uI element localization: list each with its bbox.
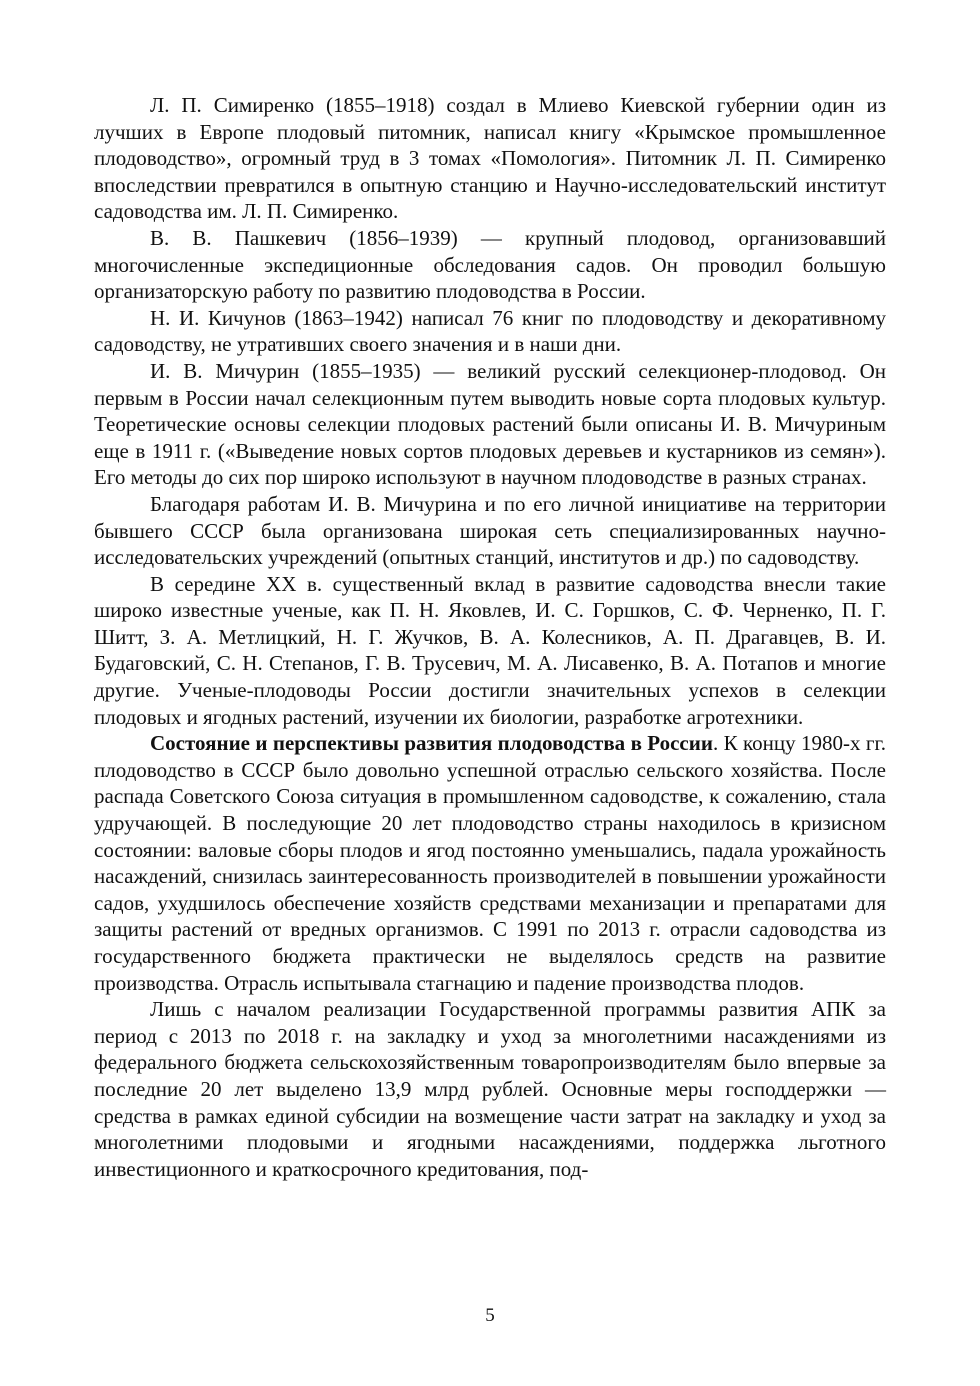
paragraph-simirenko: Л. П. Симиренко (1855–1918) создал в Млиево Киевской губернии один из лучших в Европе плодовый питомник, написал книгу «Крымское промышленное плодоводство», огромный труд в 3 томах «Помология». Питомник Л. П. Симиренко впоследствии превратился в опытную станцию и Научно-исследовательский институт садоводства им. Л. П. Симиренко.	[94, 93, 886, 224]
paragraph-pashkevich: В. В. Пашкевич (1856–1939) — крупный плодовод, организовавший многочисленные экспедиционные обследования садов. Он проводил большую организаторскую работу по развитию плодоводства в России.	[94, 225, 886, 304]
paragraph-state-and-prospects-text: . К концу 1980-х гг. плодоводство в СССР было довольно успешной отраслью сельского хозяйства. После распада Советского Союза ситуация в промышленном садоводстве, к сожалению, стала удручающей. В последующие 20 лет плодоводство страны находилось в кризисном состоянии: валовые сборы плодов и ягод постоянно уменьшались, падала урожайность насаждений, снизилась заинтересованность производителей в повышении урожайности садов, ухудшилось обеспечение хозяйств средствами механизации и препаратами для защиты растений от вредных организмов. С 1991 по 2013 г. отрасли садоводства из государственного бюджета практически не выделялось средств на развитие производства. Отрасль испытывала стагнацию и падение производства плодов.	[94, 731, 886, 995]
page-number: 5	[485, 1305, 495, 1326]
paragraph-research-network: Благодаря работам И. В. Мичурина и по его личной инициативе на территории бывшего СССР была организована широкая сеть специализированных научно-исследовательских учреждений (опытных станций, институтов и др.) по садоводству.	[94, 491, 886, 570]
paragraph-state-program: Лишь с началом реализации Государственной программы развития АПК за период с 2013 по 2018 г. на закладку и уход за многолетними насаждениями из федерального бюджета сельскохозяйственным товаропроизводителям было впервые за последние 20 лет выделено 13,9 млрд рублей. Основные меры господдержки — средства в рамках единой субсидии на возмещение части затрат на закладку и уход за многолетними плодовыми и ягодными насаждениями, поддержка льготного инвестиционного и краткосрочного кредитования, под-	[94, 997, 886, 1181]
paragraph-kichunov: Н. И. Кичунов (1863–1942) написал 76 книг по плодоводству и декоративному садоводству, не утративших своего значения и в наши дни.	[94, 305, 886, 357]
paragraph-mid-century-scientists: В середине XX в. существенный вклад в развитие садоводства внесли такие широко известные ученые, как П. Н. Яковлев, И. С. Горшков, С. Ф. Черненко, П. Г. Шитт, З. А. Метлицкий, Н. Г. Жучков, В. А. Колесников, А. П. Драгавцев, В. И. Будаговский, С. Н. Степанов, Г. В. Трусевич, М. А. Лисавенко, В. А. Потапов и многие другие. Ученые-плодоводы России достигли значительных успехов в селекции плодовых и ягодных растений, изучении их биологии, разработке агротехники.	[94, 571, 886, 729]
paragraph-michurin: И. В. Мичурин (1855–1935) — великий русский селекционер-плодовод. Он первым в России начал селекционным путем выводить новые сорта плодовых культур. Теоретические основы селекции плодовых растений были описаны И. В. Мичуриным еще в 1911 г. («Выведение новых сортов плодовых деревьев и кустарников из семян»). Его методы до сих пор широко используют в научном плодоводстве в разных странах.	[94, 358, 886, 490]
section-heading-state-and-prospects: Состояние и перспективы развития плодоводства в России	[150, 731, 713, 756]
paragraph-state-and-prospects	[94, 730, 886, 996]
page-body	[94, 92, 886, 1182]
